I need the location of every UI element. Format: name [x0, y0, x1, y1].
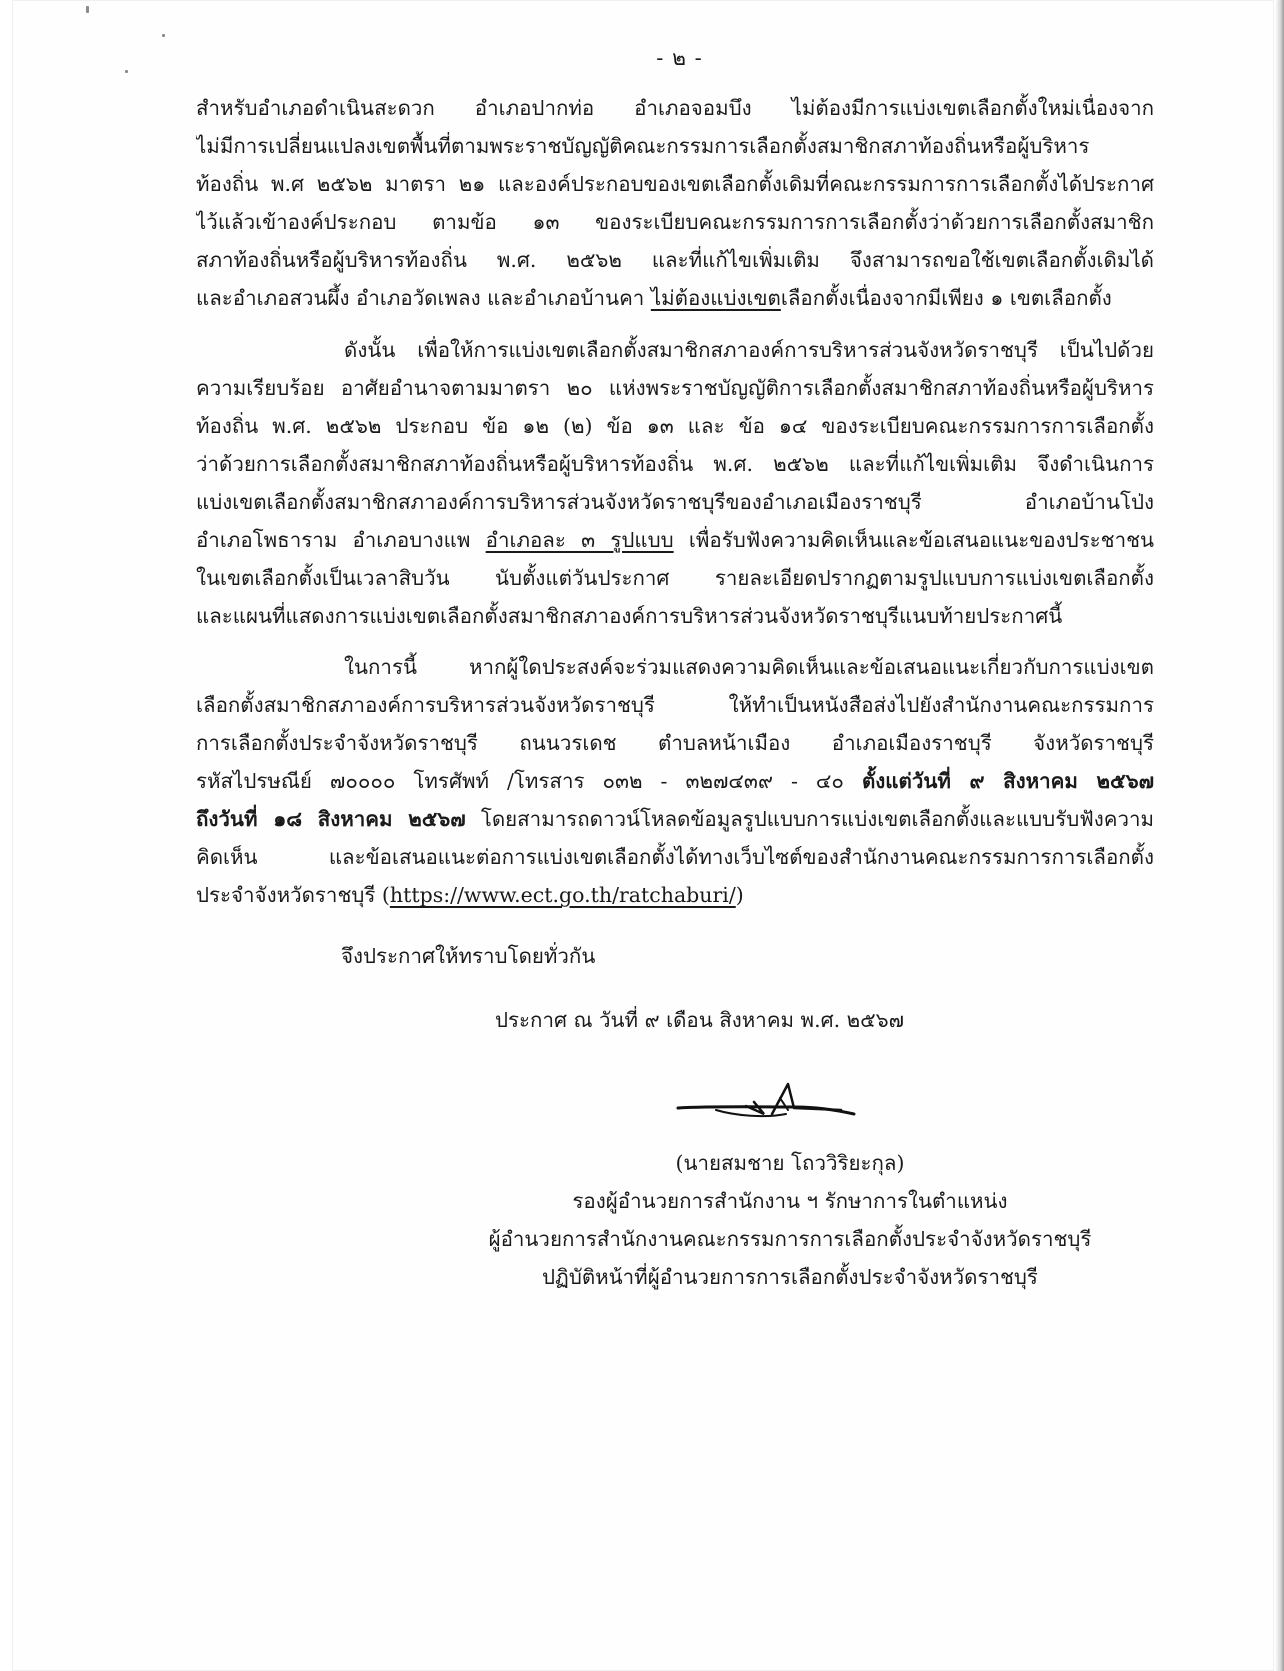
text-run: และอำเภอสวนผึ้ง อำเภอวัดเพลง และอำเภอบ้านคา	[196, 286, 651, 310]
text-line: คิดเห็น และข้อเสนอแนะต่อการแบ่งเขตเลือกตั้งได้ทางเว็บไซต์ของสำนักงานคณะกรรมการการเลือกตั้ง	[196, 845, 1154, 869]
text-line: สภาท้องถิ่นหรือผู้บริหารท้องถิ่น พ.ศ. ๒๕๖๒ และที่แก้ไขเพิ่มเติม จึงสามารถขอใช้เขตเลือกตั้งเดิมได้	[196, 248, 1154, 272]
text-line: เลือกตั้งสมาชิกสภาองค์การบริหารส่วนจังหวัดราชบุรี ให้ทำเป็นหนังสือส่งไปยังสำนักงานคณะกรรมการ	[196, 693, 1154, 717]
text-run: เลือกตั้งเนื่องจากมีเพียง ๑ เขตเลือกตั้ง	[780, 286, 1112, 310]
text-line: สำหรับอำเภอดำเนินสะดวก อำเภอปากท่อ อำเภอจอมบึง ไม่ต้องมีการแบ่งเขตเลือกตั้งใหม่เนื่องจาก	[196, 96, 1154, 120]
bold-date-to: ถึงวันที่ ๑๘ สิงหาคม ๒๕๖๗	[196, 807, 466, 831]
signatory-title-1: รองผู้อำนวยการสำนักงาน ฯ รักษาการในตำแหน่ง	[572, 1189, 1008, 1213]
text-run: ประจำจังหวัดราชบุรี (	[196, 883, 390, 907]
handwritten-signature	[676, 1080, 856, 1130]
text-line: ความเรียบร้อย อาศัยอำนาจตามมาตรา ๒๐ แห่งพระราชบัญญัติการเลือกตั้งสมาชิกสภาท้องถิ่นหรือผู้บริหาร	[196, 376, 1154, 400]
signatory-block	[380, 1144, 1200, 1296]
text-line	[196, 331, 1154, 369]
announcement-date: ประกาศ ณ วันที่ ๙ เดือน สิงหาคม พ.ศ. ๒๕๖๗	[495, 1008, 905, 1032]
text-run: ดังนั้น เพื่อให้การแบ่งเขตเลือกตั้งสมาชิกสภาองค์การบริหารส่วนจังหวัดราชบุรี เป็นไปด้วย	[344, 338, 1154, 362]
text-line: ไว้แล้วเข้าองค์ประกอบ ตามข้อ ๑๓ ของระเบียบคณะกรรมการการเลือกตั้งว่าด้วยการเลือกตั้งสมาชิก	[196, 210, 1154, 234]
paragraph-2	[196, 331, 1154, 635]
page-edge-shadow	[1275, 0, 1284, 1671]
signatory-name: (นายสมชาย โถววิริยะกุล)	[675, 1151, 905, 1175]
text-run: อำเภอโพธาราม อำเภอบางแพ	[196, 528, 486, 552]
page-number: - ๒ -	[656, 46, 703, 70]
bold-date-from: ตั้งแต่วันที่ ๙ สิงหาคม ๒๕๖๗	[861, 769, 1154, 793]
text-line	[196, 279, 1154, 317]
text-line: ท้องถิ่น พ.ศ. ๒๕๖๒ ประกอบ ข้อ ๑๒ (๒) ข้อ ๑๓ และ ข้อ ๑๔ ของระเบียบคณะกรรมการการเลือกตั้ง	[196, 414, 1154, 438]
text-line	[196, 876, 1154, 914]
website-link[interactable]: https://www.ect.go.th/ratchaburi/	[389, 883, 736, 907]
text-run: )	[735, 883, 744, 907]
underlined-text: อำเภอละ ๓ รูปแบบ	[485, 528, 674, 552]
text-line: ในเขตเลือกตั้งเป็นเวลาสิบวัน นับตั้งแต่วันประกาศ รายละเอียดปรากฏตามรูปแบบการแบ่งเขตเลือกตั้ง	[196, 566, 1154, 590]
text-line: และแผนที่แสดงการแบ่งเขตเลือกตั้งสมาชิกสภาองค์การบริหารส่วนจังหวัดราชบุรีแนบท้ายประกาศนี้	[196, 604, 1063, 628]
text-line: แบ่งเขตเลือกตั้งสมาชิกสภาองค์การบริหารส่วนจังหวัดราชบุรีของอำเภอเมืองราชบุรี อำเภอบ้านโป่ง	[196, 490, 1154, 514]
signatory-title-3: ปฏิบัติหน้าที่ผู้อำนวยการการเลือกตั้งประจำจังหวัดราชบุรี	[542, 1265, 1038, 1289]
text-run: โดยสามารถดาวน์โหลดข้อมูลรูปแบบการแบ่งเขตเลือกตั้งและแบบรับฟังความ	[465, 807, 1154, 831]
underlined-text: ไม่ต้องแบ่งเขต	[650, 286, 781, 310]
text-line	[196, 762, 1154, 800]
text-run: รหัสไปรษณีย์ ๗๐๐๐๐ โทรศัพท์ /โทรสาร ๐๓๒ - ๓๒๗๔๓๙ - ๔๐	[196, 769, 862, 793]
paragraph-3	[196, 648, 1154, 914]
text-line: ท้องถิ่น พ.ศ ๒๕๖๒ มาตรา ๒๑ และองค์ประกอบของเขตเลือกตั้งเดิมที่คณะกรรมการการเลือกตั้งได้ประกาศ	[196, 172, 1154, 196]
text-line	[196, 648, 1154, 686]
text-run: เพื่อรับฟังความคิดเห็นและข้อเสนอแนะของประชาชน	[673, 528, 1154, 552]
scan-speck	[162, 34, 165, 37]
paragraph-1	[196, 89, 1154, 317]
text-line	[196, 521, 1154, 559]
text-line: การเลือกตั้งประจำจังหวัดราชบุรี ถนนวรเดช ตำบลหน้าเมือง อำเภอเมืองราชบุรี จังหวัดราชบุรี	[196, 731, 1154, 755]
text-run: ในการนี้ หากผู้ใดประสงค์จะร่วมแสดงความคิดเห็นและข้อเสนอแนะเกี่ยวกับการแบ่งเขต	[344, 655, 1154, 679]
text-line: ไม่มีการเปลี่ยนแปลงเขตพื้นที่ตามพระราชบัญญัติคณะกรรมการเลือกตั้งสมาชิกสภาท้องถิ่นหรือผู้บริหาร	[196, 134, 1090, 158]
text-line: ว่าด้วยการเลือกตั้งสมาชิกสภาท้องถิ่นหรือผู้บริหารท้องถิ่น พ.ศ. ๒๕๖๒ และที่แก้ไขเพิ่มเติม จึงดำเนินการ	[196, 452, 1154, 476]
closing-statement: จึงประกาศให้ทราบโดยทั่วกัน	[341, 944, 596, 968]
scan-speck	[86, 6, 89, 13]
signatory-title-2: ผู้อำนวยการสำนักงานคณะกรรมการการเลือกตั้งประจำจังหวัดราชบุรี	[488, 1227, 1092, 1251]
text-line	[196, 800, 1154, 838]
